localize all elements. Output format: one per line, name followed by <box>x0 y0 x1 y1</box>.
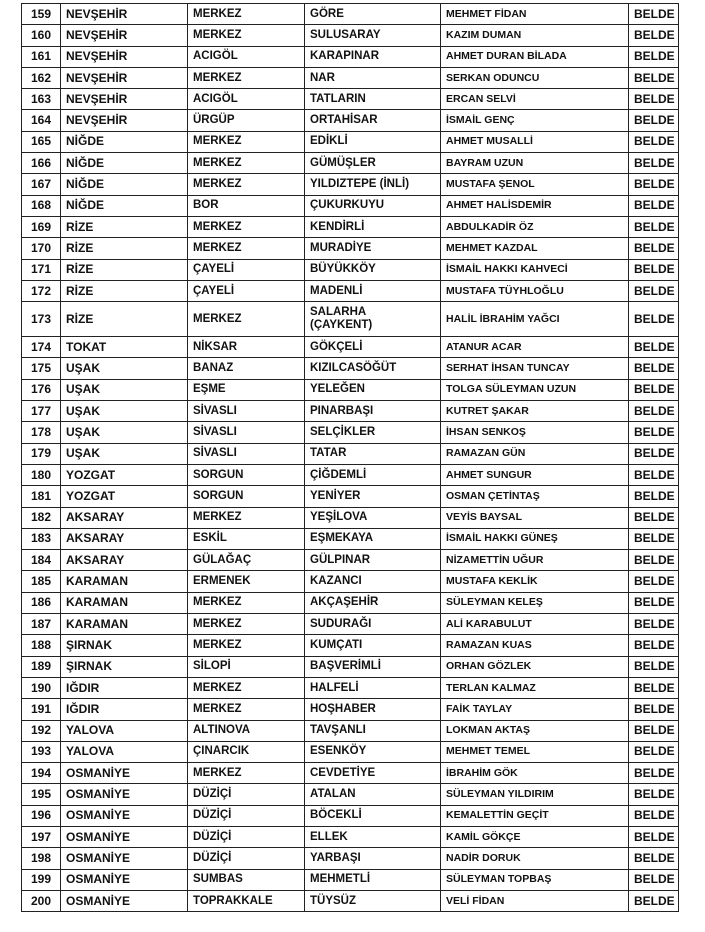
province-cell: NİĞDE <box>61 131 188 152</box>
row-number-cell: 188 <box>22 635 61 656</box>
district-cell: SİVASLI <box>188 443 305 464</box>
table-row <box>22 337 679 358</box>
table-row <box>22 89 679 110</box>
province-cell: NEVŞEHİR <box>61 46 188 67</box>
row-number-cell: 198 <box>22 848 61 869</box>
district-cell: MERKEZ <box>188 238 305 259</box>
table-row <box>22 302 679 337</box>
district-cell: DÜZİÇİ <box>188 848 305 869</box>
mayor-name-cell: KUTRET ŞAKAR <box>441 401 629 422</box>
table-body <box>22 4 679 912</box>
province-cell: OSMANİYE <box>61 763 188 784</box>
table-row <box>22 848 679 869</box>
municipality-cell: KAZANCI <box>305 571 441 592</box>
municipality-cell: YILDIZTEPE (İNLİ) <box>305 174 441 195</box>
mayor-name-cell: AHMET HALİSDEMİR <box>441 195 629 216</box>
municipality-cell: ORTAHİSAR <box>305 110 441 131</box>
table-row <box>22 507 679 528</box>
type-cell: BELDE <box>629 614 679 635</box>
municipality-cell: CEVDETİYE <box>305 763 441 784</box>
table-row <box>22 259 679 280</box>
municipality-cell: SULUSARAY <box>305 25 441 46</box>
row-number-cell: 192 <box>22 720 61 741</box>
table-row <box>22 195 679 216</box>
province-cell: NEVŞEHİR <box>61 25 188 46</box>
municipality-cell: SALARHA (ÇAYKENT) <box>305 302 441 337</box>
row-number-cell: 164 <box>22 110 61 131</box>
municipality-cell: MEHMETLİ <box>305 869 441 890</box>
district-cell: MERKEZ <box>188 4 305 25</box>
district-cell: ÇAYELİ <box>188 259 305 280</box>
province-cell: AKSARAY <box>61 550 188 571</box>
district-cell: MERKEZ <box>188 614 305 635</box>
mayor-name-cell: ALİ KARABULUT <box>441 614 629 635</box>
municipality-table <box>21 3 679 912</box>
district-cell: MERKEZ <box>188 216 305 237</box>
type-cell: BELDE <box>629 358 679 379</box>
municipality-cell: PINARBAŞI <box>305 401 441 422</box>
row-number-cell: 168 <box>22 195 61 216</box>
province-cell: RİZE <box>61 259 188 280</box>
province-cell: RİZE <box>61 216 188 237</box>
row-number-cell: 186 <box>22 592 61 613</box>
type-cell: BELDE <box>629 131 679 152</box>
municipality-cell: HALFELİ <box>305 677 441 698</box>
table-row <box>22 571 679 592</box>
municipality-cell: MURADİYE <box>305 238 441 259</box>
mayor-name-cell: TOLGA SÜLEYMAN UZUN <box>441 379 629 400</box>
mayor-name-cell: AHMET SUNGUR <box>441 464 629 485</box>
type-cell: BELDE <box>629 443 679 464</box>
province-cell: OSMANİYE <box>61 890 188 911</box>
province-cell: NİĞDE <box>61 153 188 174</box>
province-cell: ŞIRNAK <box>61 656 188 677</box>
mayor-name-cell: RAMAZAN GÜN <box>441 443 629 464</box>
row-number-cell: 197 <box>22 826 61 847</box>
district-cell: BOR <box>188 195 305 216</box>
district-cell: SORGUN <box>188 464 305 485</box>
type-cell: BELDE <box>629 763 679 784</box>
mayor-name-cell: MEHMET FİDAN <box>441 4 629 25</box>
district-cell: ÇINARCIK <box>188 741 305 762</box>
mayor-name-cell: SÜLEYMAN TOPBAŞ <box>441 869 629 890</box>
type-cell: BELDE <box>629 848 679 869</box>
district-cell: BANAZ <box>188 358 305 379</box>
row-number-cell: 185 <box>22 571 61 592</box>
municipality-cell: TATLARIN <box>305 89 441 110</box>
municipality-cell: SELÇİKLER <box>305 422 441 443</box>
district-cell: MERKEZ <box>188 592 305 613</box>
province-cell: NİĞDE <box>61 195 188 216</box>
province-cell: ŞIRNAK <box>61 635 188 656</box>
table-row <box>22 614 679 635</box>
municipality-cell: YELEĞEN <box>305 379 441 400</box>
mayor-name-cell: NADİR DORUK <box>441 848 629 869</box>
table-row <box>22 528 679 549</box>
type-cell: BELDE <box>629 302 679 337</box>
type-cell: BELDE <box>629 195 679 216</box>
mayor-name-cell: MUSTAFA KEKLİK <box>441 571 629 592</box>
municipality-cell: MADENLİ <box>305 280 441 301</box>
row-number-cell: 161 <box>22 46 61 67</box>
district-cell: SİVASLI <box>188 401 305 422</box>
row-number-cell: 195 <box>22 784 61 805</box>
type-cell: BELDE <box>629 4 679 25</box>
mayor-name-cell: MUSTAFA ŞENOL <box>441 174 629 195</box>
mayor-name-cell: LOKMAN AKTAŞ <box>441 720 629 741</box>
municipality-cell: EDİKLİ <box>305 131 441 152</box>
province-cell: AKSARAY <box>61 528 188 549</box>
district-cell: MERKEZ <box>188 174 305 195</box>
table-row <box>22 25 679 46</box>
mayor-name-cell: MEHMET KAZDAL <box>441 238 629 259</box>
type-cell: BELDE <box>629 379 679 400</box>
province-cell: RİZE <box>61 302 188 337</box>
municipality-cell: ÇİĞDEMLİ <box>305 464 441 485</box>
municipality-cell: BAŞVERİMLİ <box>305 656 441 677</box>
row-number-cell: 163 <box>22 89 61 110</box>
district-cell: NİKSAR <box>188 337 305 358</box>
row-number-cell: 194 <box>22 763 61 784</box>
table-row <box>22 784 679 805</box>
type-cell: BELDE <box>629 720 679 741</box>
type-cell: BELDE <box>629 656 679 677</box>
province-cell: UŞAK <box>61 422 188 443</box>
row-number-cell: 160 <box>22 25 61 46</box>
type-cell: BELDE <box>629 280 679 301</box>
mayor-name-cell: KEMALETTİN GEÇİT <box>441 805 629 826</box>
table-row <box>22 379 679 400</box>
province-cell: YALOVA <box>61 741 188 762</box>
table-row <box>22 677 679 698</box>
municipality-cell: YARBAŞI <box>305 848 441 869</box>
district-cell: EŞME <box>188 379 305 400</box>
row-number-cell: 159 <box>22 4 61 25</box>
district-cell: ÜRGÜP <box>188 110 305 131</box>
type-cell: BELDE <box>629 486 679 507</box>
province-cell: NEVŞEHİR <box>61 67 188 88</box>
district-cell: ACIGÖL <box>188 46 305 67</box>
type-cell: BELDE <box>629 528 679 549</box>
type-cell: BELDE <box>629 153 679 174</box>
district-cell: MERKEZ <box>188 763 305 784</box>
mayor-name-cell: BAYRAM UZUN <box>441 153 629 174</box>
municipality-cell: YEŞİLOVA <box>305 507 441 528</box>
province-cell: NİĞDE <box>61 174 188 195</box>
type-cell: BELDE <box>629 635 679 656</box>
district-cell: MERKEZ <box>188 507 305 528</box>
municipality-cell: ELLEK <box>305 826 441 847</box>
province-cell: KARAMAN <box>61 571 188 592</box>
table-row <box>22 174 679 195</box>
table-row <box>22 358 679 379</box>
province-cell: OSMANİYE <box>61 784 188 805</box>
type-cell: BELDE <box>629 592 679 613</box>
type-cell: BELDE <box>629 869 679 890</box>
municipality-cell: ÇUKURKUYU <box>305 195 441 216</box>
row-number-cell: 167 <box>22 174 61 195</box>
table-row <box>22 443 679 464</box>
type-cell: BELDE <box>629 238 679 259</box>
table-row <box>22 153 679 174</box>
row-number-cell: 187 <box>22 614 61 635</box>
table-row <box>22 741 679 762</box>
municipality-cell: BÜYÜKKÖY <box>305 259 441 280</box>
province-cell: UŞAK <box>61 379 188 400</box>
row-number-cell: 175 <box>22 358 61 379</box>
row-number-cell: 191 <box>22 699 61 720</box>
table-row <box>22 592 679 613</box>
table-row <box>22 890 679 911</box>
mayor-name-cell: İSMAİL HAKKI GÜNEŞ <box>441 528 629 549</box>
district-cell: SİLOPİ <box>188 656 305 677</box>
table-row <box>22 401 679 422</box>
row-number-cell: 176 <box>22 379 61 400</box>
municipality-cell: BÖCEKLİ <box>305 805 441 826</box>
type-cell: BELDE <box>629 25 679 46</box>
table-row <box>22 486 679 507</box>
district-cell: SORGUN <box>188 486 305 507</box>
row-number-cell: 174 <box>22 337 61 358</box>
province-cell: OSMANİYE <box>61 826 188 847</box>
province-cell: TOKAT <box>61 337 188 358</box>
table-row <box>22 869 679 890</box>
district-cell: MERKEZ <box>188 131 305 152</box>
district-cell: DÜZİÇİ <box>188 784 305 805</box>
row-number-cell: 162 <box>22 67 61 88</box>
district-cell: ÇAYELİ <box>188 280 305 301</box>
table-row <box>22 550 679 571</box>
district-cell: MERKEZ <box>188 153 305 174</box>
row-number-cell: 169 <box>22 216 61 237</box>
district-cell: MERKEZ <box>188 25 305 46</box>
type-cell: BELDE <box>629 401 679 422</box>
table-row <box>22 4 679 25</box>
table-row <box>22 46 679 67</box>
mayor-name-cell: MEHMET TEMEL <box>441 741 629 762</box>
table-row <box>22 763 679 784</box>
municipality-cell: YENİYER <box>305 486 441 507</box>
table-row <box>22 699 679 720</box>
province-cell: NEVŞEHİR <box>61 89 188 110</box>
province-cell: OSMANİYE <box>61 869 188 890</box>
municipality-cell: ATALAN <box>305 784 441 805</box>
district-cell: ALTINOVA <box>188 720 305 741</box>
row-number-cell: 171 <box>22 259 61 280</box>
type-cell: BELDE <box>629 507 679 528</box>
type-cell: BELDE <box>629 784 679 805</box>
municipality-cell: NAR <box>305 67 441 88</box>
province-cell: NEVŞEHİR <box>61 4 188 25</box>
row-number-cell: 177 <box>22 401 61 422</box>
municipality-cell: TAVŞANLI <box>305 720 441 741</box>
row-number-cell: 172 <box>22 280 61 301</box>
mayor-name-cell: KAZIM DUMAN <box>441 25 629 46</box>
province-cell: OSMANİYE <box>61 805 188 826</box>
municipality-cell: TATAR <box>305 443 441 464</box>
type-cell: BELDE <box>629 699 679 720</box>
type-cell: BELDE <box>629 571 679 592</box>
mayor-name-cell: İSMAİL GENÇ <box>441 110 629 131</box>
type-cell: BELDE <box>629 337 679 358</box>
municipality-cell: TÜYSÜZ <box>305 890 441 911</box>
province-cell: OSMANİYE <box>61 848 188 869</box>
mayor-name-cell: ORHAN GÖZLEK <box>441 656 629 677</box>
row-number-cell: 184 <box>22 550 61 571</box>
table-row <box>22 656 679 677</box>
district-cell: SUMBAS <box>188 869 305 890</box>
row-number-cell: 165 <box>22 131 61 152</box>
mayor-name-cell: FAİK TAYLAY <box>441 699 629 720</box>
mayor-name-cell: RAMAZAN KUAS <box>441 635 629 656</box>
type-cell: BELDE <box>629 422 679 443</box>
mayor-name-cell: NİZAMETTİN UĞUR <box>441 550 629 571</box>
mayor-name-cell: SERKAN ODUNCU <box>441 67 629 88</box>
province-cell: YALOVA <box>61 720 188 741</box>
district-cell: MERKEZ <box>188 302 305 337</box>
type-cell: BELDE <box>629 89 679 110</box>
row-number-cell: 166 <box>22 153 61 174</box>
row-number-cell: 193 <box>22 741 61 762</box>
type-cell: BELDE <box>629 110 679 131</box>
municipality-cell: GÜMÜŞLER <box>305 153 441 174</box>
table-row <box>22 422 679 443</box>
municipality-cell: GÖKÇELİ <box>305 337 441 358</box>
municipality-cell: ESENKÖY <box>305 741 441 762</box>
mayor-name-cell: VELİ FİDAN <box>441 890 629 911</box>
row-number-cell: 199 <box>22 869 61 890</box>
municipality-cell: KARAPINAR <box>305 46 441 67</box>
table-row <box>22 110 679 131</box>
district-cell: DÜZİÇİ <box>188 805 305 826</box>
province-cell: KARAMAN <box>61 614 188 635</box>
mayor-name-cell: MUSTAFA TÜYHLOĞLU <box>441 280 629 301</box>
mayor-name-cell: SERHAT İHSAN TUNCAY <box>441 358 629 379</box>
type-cell: BELDE <box>629 826 679 847</box>
mayor-name-cell: SÜLEYMAN YILDIRIM <box>441 784 629 805</box>
type-cell: BELDE <box>629 46 679 67</box>
row-number-cell: 183 <box>22 528 61 549</box>
type-cell: BELDE <box>629 677 679 698</box>
row-number-cell: 180 <box>22 464 61 485</box>
district-cell: DÜZİÇİ <box>188 826 305 847</box>
mayor-name-cell: İSMAİL HAKKI KAHVECİ <box>441 259 629 280</box>
row-number-cell: 189 <box>22 656 61 677</box>
table-row <box>22 238 679 259</box>
table-row <box>22 216 679 237</box>
province-cell: AKSARAY <box>61 507 188 528</box>
table-row <box>22 464 679 485</box>
district-cell: GÜLAĞAÇ <box>188 550 305 571</box>
mayor-name-cell: ATANUR ACAR <box>441 337 629 358</box>
table-row <box>22 131 679 152</box>
row-number-cell: 200 <box>22 890 61 911</box>
mayor-name-cell: AHMET MUSALLİ <box>441 131 629 152</box>
table-row <box>22 280 679 301</box>
mayor-name-cell: İBRAHİM GÖK <box>441 763 629 784</box>
province-cell: RİZE <box>61 238 188 259</box>
municipality-cell: KUMÇATI <box>305 635 441 656</box>
district-cell: SİVASLI <box>188 422 305 443</box>
type-cell: BELDE <box>629 174 679 195</box>
row-number-cell: 178 <box>22 422 61 443</box>
province-cell: NEVŞEHİR <box>61 110 188 131</box>
province-cell: YOZGAT <box>61 486 188 507</box>
row-number-cell: 181 <box>22 486 61 507</box>
row-number-cell: 173 <box>22 302 61 337</box>
mayor-name-cell: TERLAN KALMAZ <box>441 677 629 698</box>
district-cell: MERKEZ <box>188 635 305 656</box>
table-row <box>22 635 679 656</box>
row-number-cell: 179 <box>22 443 61 464</box>
province-cell: KARAMAN <box>61 592 188 613</box>
district-cell: MERKEZ <box>188 699 305 720</box>
type-cell: BELDE <box>629 464 679 485</box>
municipality-cell: KENDİRLİ <box>305 216 441 237</box>
table-row <box>22 720 679 741</box>
mayor-name-cell: HALİL İBRAHİM YAĞCI <box>441 302 629 337</box>
row-number-cell: 190 <box>22 677 61 698</box>
district-cell: MERKEZ <box>188 677 305 698</box>
mayor-name-cell: ABDULKADİR ÖZ <box>441 216 629 237</box>
district-cell: ESKİL <box>188 528 305 549</box>
province-cell: UŞAK <box>61 358 188 379</box>
municipality-cell: GÜLPINAR <box>305 550 441 571</box>
type-cell: BELDE <box>629 741 679 762</box>
row-number-cell: 170 <box>22 238 61 259</box>
row-number-cell: 182 <box>22 507 61 528</box>
district-cell: TOPRAKKALE <box>188 890 305 911</box>
row-number-cell: 196 <box>22 805 61 826</box>
table-row <box>22 826 679 847</box>
type-cell: BELDE <box>629 67 679 88</box>
type-cell: BELDE <box>629 259 679 280</box>
district-cell: MERKEZ <box>188 67 305 88</box>
mayor-name-cell: ERCAN SELVİ <box>441 89 629 110</box>
mayor-name-cell: AHMET DURAN BİLADA <box>441 46 629 67</box>
mayor-name-cell: KAMİL GÖKÇE <box>441 826 629 847</box>
municipality-cell: EŞMEKAYA <box>305 528 441 549</box>
type-cell: BELDE <box>629 805 679 826</box>
type-cell: BELDE <box>629 550 679 571</box>
municipality-cell: KIZILCASÖĞÜT <box>305 358 441 379</box>
province-cell: IĞDIR <box>61 677 188 698</box>
municipality-cell: HOŞHABER <box>305 699 441 720</box>
province-cell: UŞAK <box>61 401 188 422</box>
municipality-cell: AKÇAŞEHİR <box>305 592 441 613</box>
type-cell: BELDE <box>629 890 679 911</box>
province-cell: IĞDIR <box>61 699 188 720</box>
mayor-name-cell: SÜLEYMAN KELEŞ <box>441 592 629 613</box>
type-cell: BELDE <box>629 216 679 237</box>
district-cell: ERMENEK <box>188 571 305 592</box>
mayor-name-cell: İHSAN SENKOŞ <box>441 422 629 443</box>
mayor-name-cell: VEYİS BAYSAL <box>441 507 629 528</box>
table-row <box>22 67 679 88</box>
municipality-cell: SUDURAĞI <box>305 614 441 635</box>
province-cell: RİZE <box>61 280 188 301</box>
province-cell: UŞAK <box>61 443 188 464</box>
district-cell: ACIGÖL <box>188 89 305 110</box>
mayor-name-cell: OSMAN ÇETİNTAŞ <box>441 486 629 507</box>
table-row <box>22 805 679 826</box>
province-cell: YOZGAT <box>61 464 188 485</box>
municipality-cell: GÖRE <box>305 4 441 25</box>
